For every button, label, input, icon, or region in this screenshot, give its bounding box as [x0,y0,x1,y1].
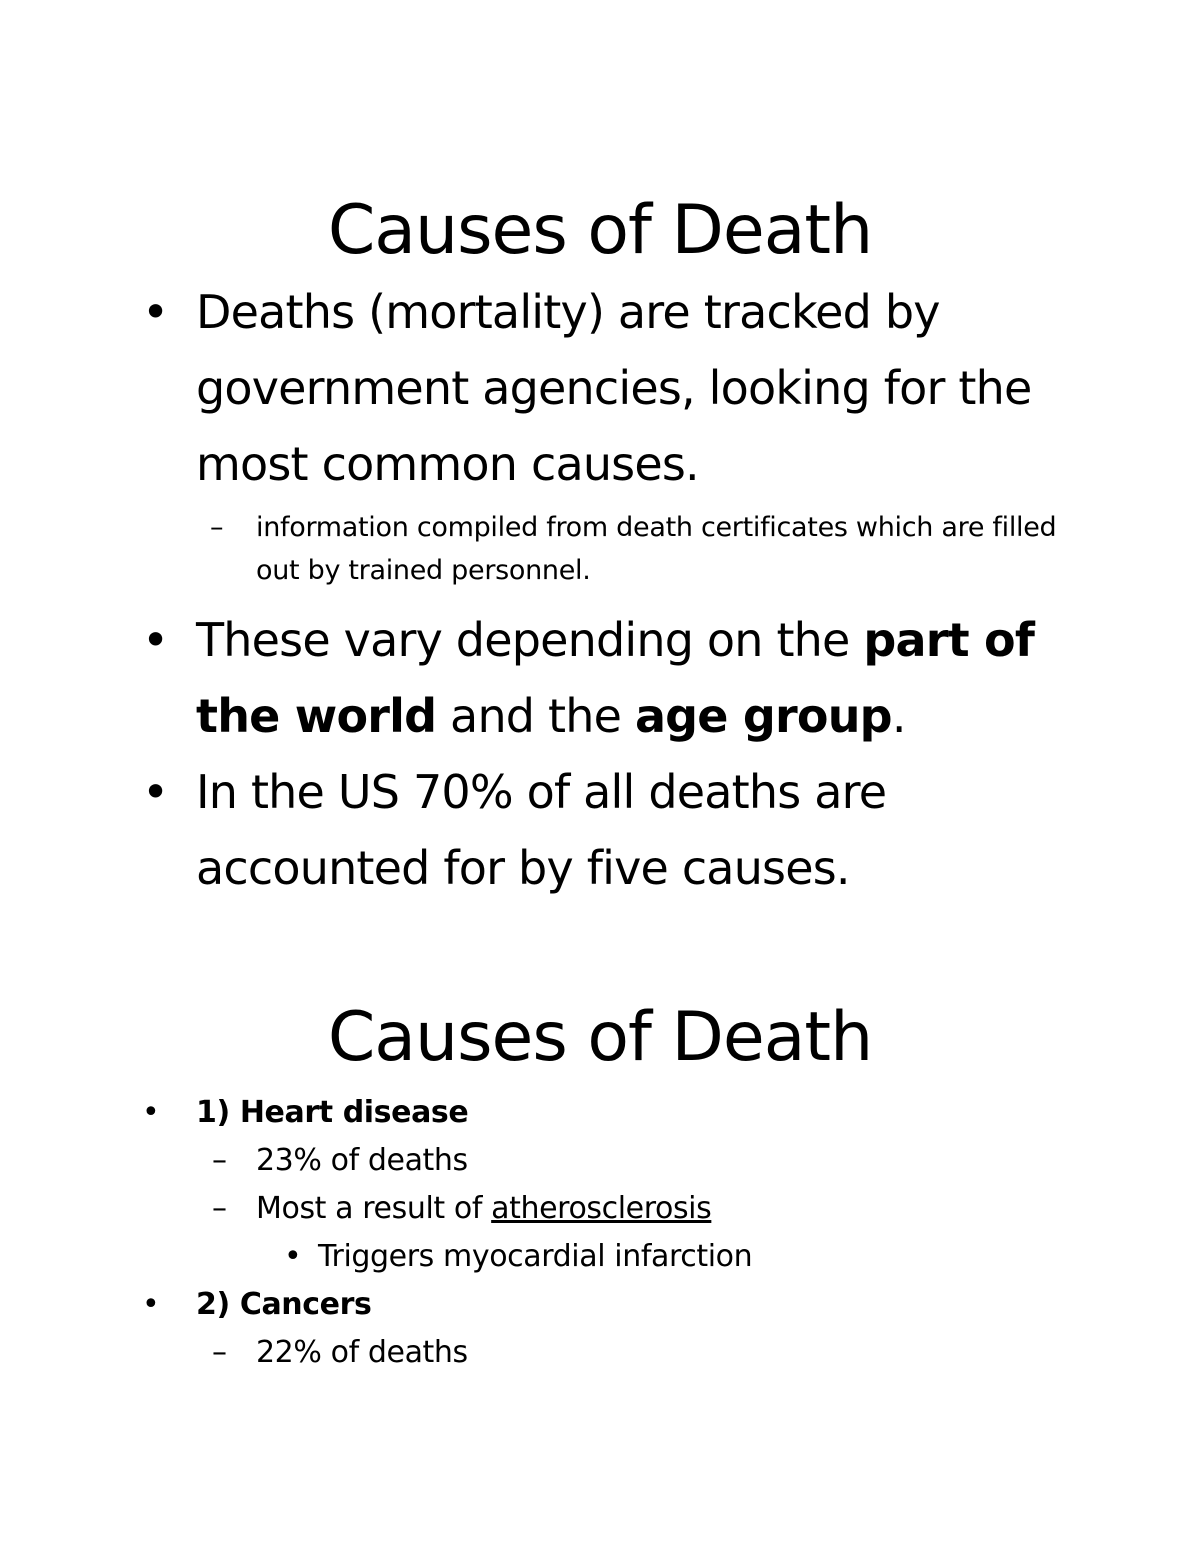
underlined-term: atherosclerosis [491,1191,712,1226]
sub-text: 22% of deaths [256,1335,468,1370]
sub-text: 23% of deaths [256,1143,468,1178]
slide-causes-of-death-list [0,995,1200,1377]
slide-title: Causes of Death [327,191,873,270]
sub-item-death-certificates [0,506,1200,592]
bullet-icon: • [142,285,169,339]
bullet-list [0,602,1200,906]
bullet-icon: • [142,1287,160,1322]
bullet-list [0,274,1200,502]
sub-text: Most a result of [256,1191,492,1226]
bullet-text: Deaths (mortality) are tracked by government agencies, looking for the most common causes. [196,285,1032,491]
bullet-icon: • [142,1095,160,1130]
sub-item-atherosclerosis [0,1185,1200,1233]
list-item-us-statistic [0,754,1200,906]
sub-item-cancer-percent [0,1329,1200,1377]
list-item-heart-disease [0,1089,1200,1137]
subsub-text: Triggers myocardial infarction [318,1239,753,1274]
sub-item-heart-percent [0,1137,1200,1185]
cause-label: 1) Heart disease [196,1095,469,1130]
slide-title: Causes of Death [327,998,873,1077]
dash-icon: – [212,1191,227,1226]
bullet-text: In the US 70% of all deaths are accounted for by five causes. [196,765,887,895]
bullet-icon: • [142,613,169,667]
bold-phrase-age-group: age group [634,689,892,743]
cause-label: 2) Cancers [196,1287,372,1322]
bullet-text-part: . [891,689,906,743]
slide-causes-of-death-intro [0,188,1200,906]
dash-icon: – [212,1143,227,1178]
bullet-icon: • [284,1239,302,1274]
bullet-text-part: These vary depending on the [196,613,864,667]
bullet-icon: • [142,765,169,819]
list-item-cancers [0,1281,1200,1329]
sub-bullet-text: information compiled from death certificates which are filled out by trained personnel. [256,512,1057,586]
list-item-mortality-tracking [0,274,1200,502]
sub-bullet-list [0,506,1200,592]
dash-icon: – [212,1335,227,1370]
bold-phrase-part-of-world: part of the world [196,613,1035,743]
bullet-text-part: and the [436,689,635,743]
subsub-item-myocardial-infarction [0,1233,1200,1281]
list-item-variation [0,602,1200,754]
dash-icon: – [210,512,224,543]
cause-list [0,1089,1200,1377]
